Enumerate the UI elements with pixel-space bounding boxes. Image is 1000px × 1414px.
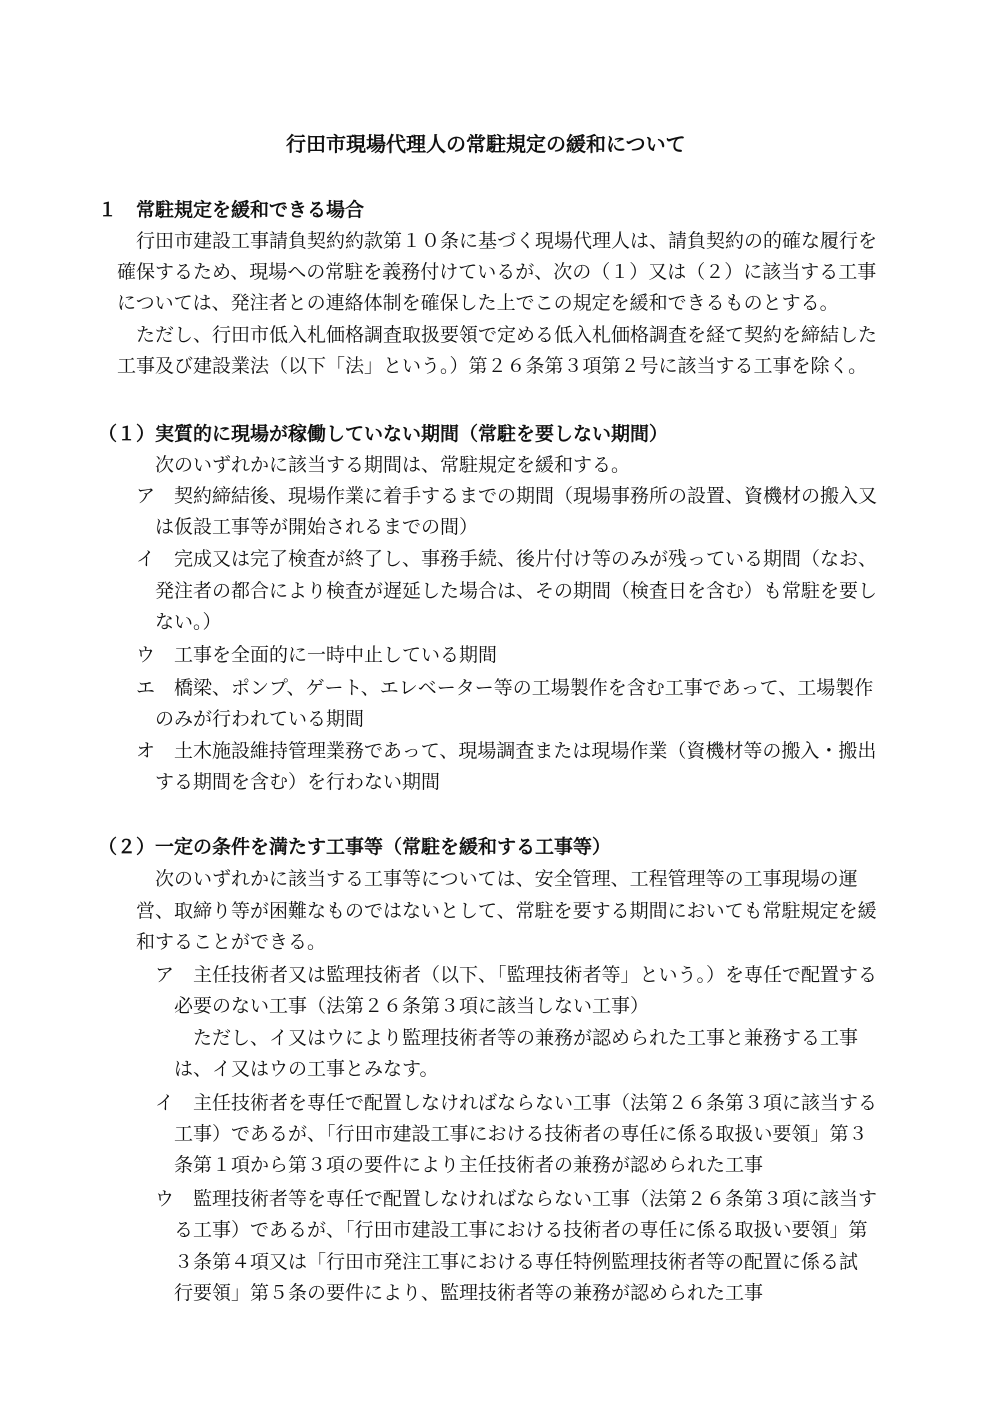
item-note: ただし、イ又はウにより監理技術者等の兼務が認められた工事と兼務する工事: [193, 1027, 859, 1049]
item-line: 発注者の都合により検査が遅延した場合は、その期間（検査日を含む）も常駐を要し: [155, 580, 878, 602]
item-line: 主任技術者を専任で配置しなければならない工事（法第２６条第３項に該当する: [193, 1092, 878, 1114]
item-line: る工事）であるが、「行田市建設工事における技術者の専任に係る取扱い要領」第: [174, 1219, 868, 1241]
item-line: する期間を含む）を行わない期間: [155, 771, 441, 793]
section1-heading: １ 常駐規定を緩和できる場合: [98, 199, 365, 221]
item-line: 行要領」第５条の要件により、監理技術者等の兼務が認められた工事: [174, 1282, 764, 1304]
section1-para1-line1: 行田市建設工事請負契約約款第１０条に基づく現場代理人は、請負契約の的確な履行を: [136, 230, 878, 252]
sub2-heading: （２）一定の条件を満たす工事等（常駐を緩和する工事等）: [98, 836, 612, 858]
section1-para2-line1: ただし、行田市低入札価格調査取扱要領で定める低入札価格調査を経て契約を締結した: [136, 324, 878, 346]
item-line: 監理技術者等を専任で配置しなければならない工事（法第２６条第３項に該当す: [193, 1188, 878, 1210]
item-line: のみが行われている期間: [155, 708, 365, 730]
item-mark: イ: [136, 548, 156, 570]
item-mark: オ: [136, 740, 156, 762]
item-note: は、イ又はウの工事とみなす。: [174, 1058, 439, 1080]
item-line: 完成又は完了検査が終了し、事務手続、後片付け等のみが残っている期間（なお、: [174, 548, 878, 570]
item-line: 橋梁、ポンプ、ゲート、エレベーター等の工場製作を含む工事であって、工場製作: [174, 677, 874, 699]
item-mark: イ: [155, 1092, 175, 1114]
item-mark: ウ: [155, 1188, 175, 1210]
section1-para2-line2: 工事及び建設業法（以下「法」という。）第２６条第３項第２号に該当する工事を除く。: [117, 355, 868, 377]
item-line: 工事）であるが、「行田市建設工事における技術者の専任に係る取扱い要領」第３: [174, 1123, 868, 1145]
item-line: 工事を全面的に一時中止している期間: [174, 644, 498, 666]
section1-para1-line2: 確保するため、現場への常駐を義務付けているが、次の（１）又は（２）に該当する工事: [117, 261, 877, 283]
item-mark: ア: [136, 485, 156, 507]
sub2-intro-line2: 営、取締り等が困難なものではないとして、常駐を要する期間においても常駐規定を緩: [136, 900, 877, 922]
sub2-intro-line1: 次のいずれかに該当する工事等については、安全管理、工程管理等の工事現場の運: [155, 868, 858, 890]
item-line: ３条第４項又は「行田市発注工事における専任特例監理技術者等の配置に係る試: [174, 1251, 859, 1273]
sub1-heading: （１）実質的に現場が稼働していない期間（常駐を要しない期間）: [98, 423, 669, 445]
item-line: ない。）: [155, 611, 222, 633]
item-line: 土木施設維持管理業務であって、現場調査または現場作業（資機材等の搬入・搬出: [174, 740, 877, 762]
sub2-intro-line3: 和することができる。: [136, 931, 327, 953]
item-line: 契約締結後、現場作業に着手するまでの期間（現場事務所の設置、資機材の搬入又: [174, 485, 878, 507]
section1-para1-line3: については、発注者との連絡体制を確保した上でこの規定を緩和できるものとする。: [117, 292, 839, 314]
item-line: 主任技術者又は監理技術者（以下、「監理技術者等」という。）を専任で配置する: [193, 964, 878, 986]
item-mark: ア: [155, 964, 175, 986]
item-line: 条第１項から第３項の要件により主任技術者の兼務が認められた工事: [174, 1154, 764, 1176]
sub1-intro: 次のいずれかに該当する期間は、常駐規定を緩和する。: [155, 454, 631, 476]
item-line: 必要のない工事（法第２６条第３項に該当しない工事）: [174, 995, 650, 1017]
document-title: 行田市現場代理人の常駐規定の緩和について: [286, 132, 686, 156]
item-mark: ウ: [136, 644, 156, 666]
item-line: は仮設工事等が開始されるまでの間）: [155, 516, 479, 538]
item-mark: エ: [136, 677, 156, 699]
